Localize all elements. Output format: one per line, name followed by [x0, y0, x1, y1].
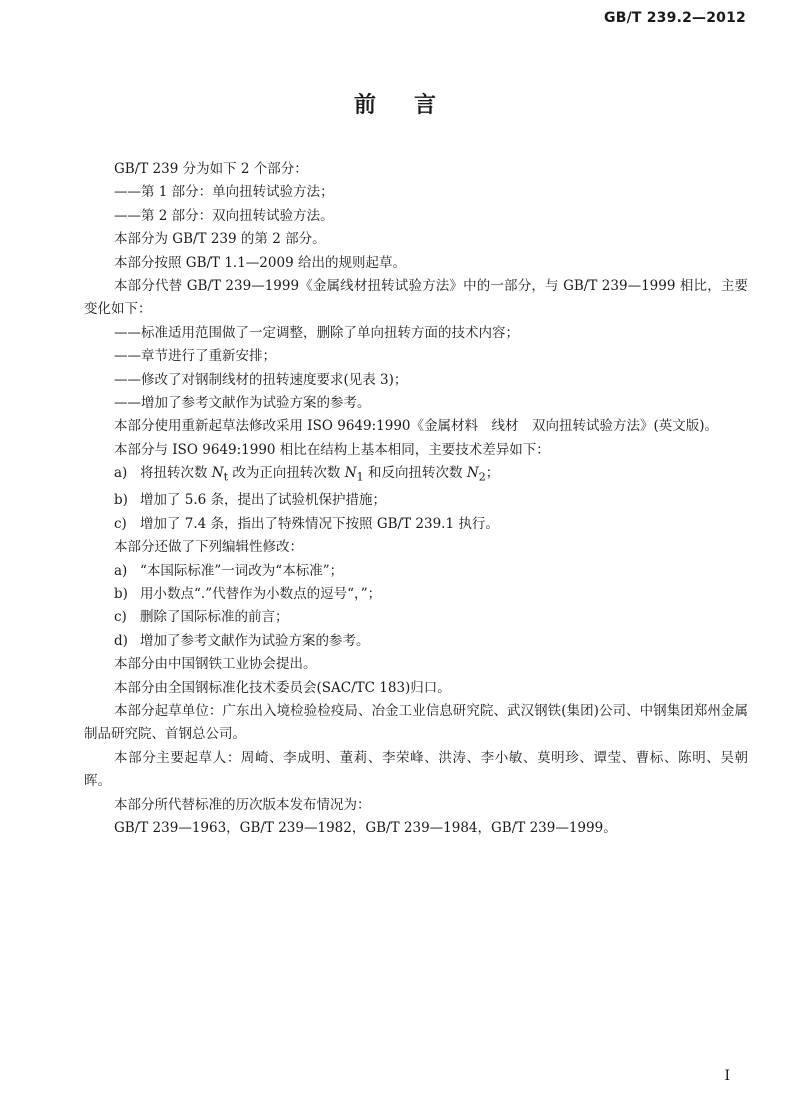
list-marker: c) — [114, 609, 127, 626]
history-versions: GB/T 239—1963，GB/T 239—1982，GB/T 239—1984，GB/T 239—1999。 — [114, 820, 617, 837]
editorial-item: c) 删除了国际标准的前言； — [84, 606, 748, 629]
paragraph-committee: 本部分由全国钢标准化技术委员会(SAC/TC 183)归口。 — [114, 679, 451, 696]
paragraph-proposer: 本部分由中国钢铁工业协会提出。 — [114, 656, 317, 673]
paragraph-drafters: 本部分主要起草人：周崎、李成明、董莉、李荣峰、洪涛、李小敏、莫明珍、谭莹、曹标、陈明、吴朝晖。 — [84, 749, 748, 790]
paragraph-drafting-rules: 本部分按照 GB/T 1.1—2009 给出的规则起草。 — [114, 254, 406, 271]
difference-item: c) 增加了 7.4 条，指出了特殊情况下按照 GB/T 239.1 执行。 — [84, 513, 748, 536]
difference-item: a) 将扭转次数 $N_t$ 改为正向扭转次数 $N_1$ 和反向扭转次数 $N_2$； — [84, 462, 748, 489]
symbol-n: N — [211, 465, 224, 482]
page-number: I — [724, 1068, 730, 1084]
change-item: ——章节进行了重新安排； — [114, 348, 276, 365]
standard-code: GB/T 239.2—2012 — [604, 10, 746, 26]
paragraph-iso-adoption: 本部分使用重新起草法修改采用 ISO 9649:1990《金属材料 线材 双向扭转试验方法》(英文版)。 — [114, 418, 719, 435]
editorial-item: a) “本国际标准”一词改为“本标准”； — [84, 560, 748, 583]
list-marker: b) — [114, 586, 128, 602]
list-marker: b) — [114, 492, 128, 509]
editorial-item: b) 用小数点“.”代替作为小数点的逗号“，”； — [84, 583, 748, 606]
paragraph-editorial-changes: 本部分还做了下列编辑性修改： — [114, 539, 303, 556]
difference-item: b) 增加了 5.6 条，提出了试验机保护措施； — [84, 489, 748, 512]
change-item: ——修改了对钢制线材的扭转速度要求(见表 3)； — [114, 371, 408, 388]
part-2-item: ——第 2 部分：双向扭转试验方法。 — [114, 207, 334, 224]
page-title: 前言 — [353, 93, 474, 118]
paragraph-drafting-units: 本部分起草单位：广东出入境检验检疫局、冶金工业信息研究院、武汉钢铁(集团)公司、中钢集团郑州金属制品研究院、首钢总公司。 — [84, 703, 748, 743]
list-marker: d) — [114, 632, 128, 649]
paragraph-parts: GB/T 239 分为如下 2 个部分： — [114, 161, 308, 177]
paragraph-part-of: 本部分为 GB/T 239 的第 2 部分。 — [114, 231, 326, 248]
symbol-n: N — [466, 465, 479, 482]
list-marker: c) — [114, 515, 127, 532]
paragraph-history-intro: 本部分所代替标准的历次版本发布情况为： — [114, 796, 371, 813]
paragraph-replaces: 本部分代替 GB/T 239—1999《金属线材扭转试验方法》中的一部分，与 GB/T 239—1999 相比，主要变化如下： — [84, 278, 748, 318]
paragraph-technical-differences: 本部分与 ISO 9649:1990 相比在结构上基本相同，主要技术差异如下： — [114, 441, 550, 458]
symbol-n: N — [344, 465, 357, 482]
editorial-item: d) 增加了参考文献作为试验方案的参考。 — [84, 630, 748, 653]
change-item: ——增加了参考文献作为试验方案的参考。 — [114, 395, 371, 412]
part-1-item: ——第 1 部分：单向扭转试验方法； — [114, 184, 334, 201]
change-item: ——标准适用范围做了一定调整，删除了单向扭转方面的技术内容； — [114, 324, 519, 341]
list-marker: a) — [114, 562, 128, 579]
list-marker: a) — [114, 465, 128, 482]
foreword-body — [84, 158, 748, 840]
